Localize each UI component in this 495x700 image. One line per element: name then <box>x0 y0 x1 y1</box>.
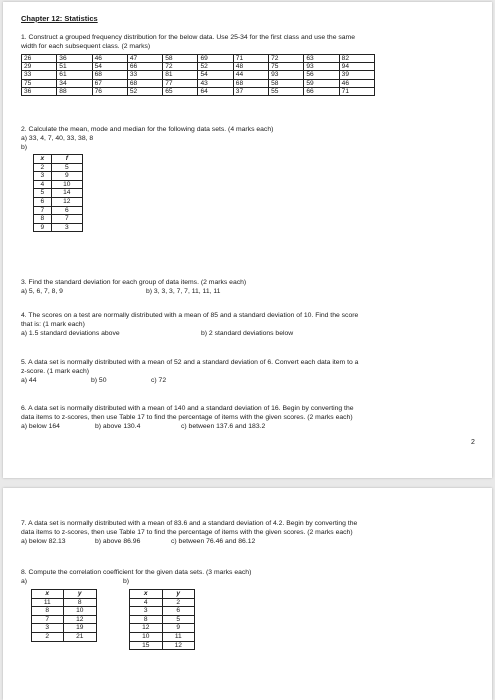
table-cell: 3 <box>32 624 64 633</box>
table-cell: 6 <box>34 197 52 206</box>
table-cell: 7 <box>34 206 52 215</box>
data-cell: 48 <box>233 63 268 71</box>
table-cell: 9 <box>51 172 82 181</box>
data-cell: 58 <box>163 55 198 63</box>
table-row <box>130 615 195 624</box>
data-cell: 39 <box>339 71 374 79</box>
data-cell: 81 <box>163 71 198 79</box>
q7-part-c: c) between 76.46 and 86.12 <box>171 538 256 545</box>
table-header-cell: y <box>63 590 96 599</box>
table-header-cell: y <box>162 590 195 599</box>
table-cell: 10 <box>63 607 96 616</box>
q3-part-b: b) 3, 3, 3, 7, 7, 11, 11, 11 <box>146 288 221 295</box>
table-row <box>34 206 83 215</box>
table-cell: 3 <box>34 172 52 181</box>
q5-part-b: b) 50 <box>91 377 107 384</box>
table-cell: 4 <box>130 598 163 607</box>
table-cell: 8 <box>130 615 163 624</box>
data-cell: 72 <box>163 63 198 71</box>
data-cell: 66 <box>127 63 162 71</box>
table-row <box>32 607 97 616</box>
data-cell: 54 <box>198 71 233 79</box>
data-cell: 63 <box>304 55 339 63</box>
table-header-cell: x <box>32 590 64 599</box>
data-cell: 52 <box>127 87 162 95</box>
q3-text: 3. Find the standard deviation for each group of data items. (2 marks each) <box>21 279 247 286</box>
table-header-row <box>130 590 195 599</box>
table-row <box>32 598 97 607</box>
table-cell: 12 <box>63 615 96 624</box>
q5-text-line2: z-score. (1 mark each) <box>21 368 89 375</box>
table-cell: 3 <box>130 607 163 616</box>
q7-part-b: b) above 86.96 <box>95 538 141 545</box>
table-cell: 3 <box>51 223 82 232</box>
table-row <box>32 615 97 624</box>
table-cell: 2 <box>162 598 195 607</box>
data-cell: 43 <box>198 79 233 87</box>
q8-text: 8. Compute the correlation coefficient for the given data sets. (3 marks each) <box>21 569 252 576</box>
table-cell: 8 <box>32 607 64 616</box>
table-cell: 9 <box>162 624 195 633</box>
data-cell: 67 <box>92 79 127 87</box>
table-row <box>34 172 83 181</box>
q2-part-a: a) 33, 4, 7, 40, 33, 38, 8 <box>21 135 94 142</box>
q7-text-line1: 7. A data set is normally distributed with a mean of 83.6 and a standard deviation of 4.2. Begin by converting the <box>21 520 358 527</box>
table-cell: 12 <box>130 624 163 633</box>
data-cell: 56 <box>304 71 339 79</box>
table-cell: 19 <box>63 624 96 633</box>
table-row <box>34 215 83 224</box>
data-cell: 29 <box>22 63 57 71</box>
table-cell: 2 <box>32 632 64 641</box>
q2-frequency-table <box>33 154 83 232</box>
data-cell: 33 <box>127 71 162 79</box>
table-row <box>130 632 195 641</box>
data-cell: 33 <box>22 71 57 79</box>
table-cell: 10 <box>130 632 163 641</box>
table-cell: 21 <box>63 632 96 641</box>
data-cell: 58 <box>269 79 304 87</box>
data-cell: 59 <box>304 79 339 87</box>
q4-part-a: a) 1.5 standard deviations above <box>21 330 120 337</box>
table-row <box>34 197 83 206</box>
q3-part-a: a) 5, 6, 7, 8, 9 <box>21 288 63 295</box>
table-row <box>32 624 97 633</box>
table-cell: 11 <box>32 598 64 607</box>
page-number: 2 <box>471 439 475 446</box>
q4-text-line1: 4. The scores on a test are normally distributed with a mean of 85 and a standard deviation of 10. Find the score <box>21 312 359 319</box>
chapter-title: Chapter 12: Statistics <box>21 14 98 23</box>
table-cell: 15 <box>130 641 163 650</box>
table-header-row <box>32 590 97 599</box>
data-cell: 68 <box>233 79 268 87</box>
data-cell: 26 <box>22 55 57 63</box>
table-cell: 5 <box>34 189 52 198</box>
q5-text-line1: 5. A data set is normally distributed with a mean of 52 and a standard deviation of 6. Convert each data item to a <box>21 359 359 366</box>
table-row <box>32 632 97 641</box>
q7-text-line2: data items to z-scores, then use Table 17 to find the percentage of items with the given scores. (2 marks each) <box>21 529 353 536</box>
data-cell: 44 <box>233 71 268 79</box>
data-cell: 69 <box>198 55 233 63</box>
q1-text-line1: 1. Construct a grouped frequency distribution for the below data. Use 25-34 for the first class and use the same <box>21 34 355 41</box>
data-cell: 68 <box>92 71 127 79</box>
table-row <box>22 71 375 79</box>
q8-table-a <box>31 589 97 642</box>
data-cell: 65 <box>163 87 198 95</box>
table-cell: 4 <box>34 180 52 189</box>
table-cell: 12 <box>51 197 82 206</box>
table-cell: 5 <box>51 163 82 172</box>
q8-table-b <box>129 589 195 650</box>
table-row <box>130 641 195 650</box>
q8-part-b-label: b) <box>123 578 130 585</box>
worksheet-page-2 <box>3 488 492 700</box>
table-row <box>22 87 375 95</box>
data-cell: 66 <box>304 87 339 95</box>
table-cell: 6 <box>51 206 82 215</box>
data-cell: 47 <box>127 55 162 63</box>
data-cell: 61 <box>57 71 92 79</box>
q8-part-a-label: a) <box>21 578 28 585</box>
data-cell: 71 <box>339 87 374 95</box>
table-row <box>34 163 83 172</box>
table-cell: 11 <box>162 632 195 641</box>
data-cell: 37 <box>233 87 268 95</box>
worksheet-page-1 <box>3 2 492 478</box>
data-cell: 93 <box>269 71 304 79</box>
table-cell: 10 <box>51 180 82 189</box>
data-cell: 77 <box>163 79 198 87</box>
table-cell: 6 <box>162 607 195 616</box>
q4-text-line2: that is: (1 mark each) <box>21 321 85 328</box>
table-cell: 12 <box>162 641 195 650</box>
table-cell: 14 <box>51 189 82 198</box>
data-cell: 51 <box>57 63 92 71</box>
data-cell: 34 <box>57 79 92 87</box>
q2-part-b-label: b) <box>21 144 28 151</box>
data-cell: 82 <box>339 55 374 63</box>
table-row <box>22 79 375 87</box>
q1-text-line2: width for each subsequent class. (2 marks) <box>21 43 151 50</box>
table-row <box>34 180 83 189</box>
q6-part-a: a) below 164 <box>21 423 60 430</box>
data-cell: 71 <box>233 55 268 63</box>
data-cell: 55 <box>269 87 304 95</box>
q4-part-b: b) 2 standard deviations below <box>201 330 294 337</box>
table-header-row <box>34 155 83 164</box>
q6-text-line1: 6. A data set is normally distributed with a mean of 140 and a standard deviation of 16. Begin by converting the <box>21 405 354 412</box>
data-cell: 94 <box>339 63 374 71</box>
table-cell: 9 <box>34 223 52 232</box>
data-cell: 68 <box>127 79 162 87</box>
data-cell: 46 <box>339 79 374 87</box>
data-cell: 54 <box>92 63 127 71</box>
data-cell: 93 <box>304 63 339 71</box>
table-cell: 8 <box>34 215 52 224</box>
q6-part-b: b) above 130.4 <box>95 423 141 430</box>
table-row <box>22 63 375 71</box>
q6-part-c: c) between 137.6 and 183.2 <box>181 423 266 430</box>
data-cell: 75 <box>22 79 57 87</box>
data-cell: 75 <box>269 63 304 71</box>
table-row <box>130 598 195 607</box>
q1-data-table <box>21 54 375 96</box>
table-header-cell: x <box>34 155 52 164</box>
table-cell: 2 <box>34 163 52 172</box>
data-cell: 64 <box>198 87 233 95</box>
table-cell: 5 <box>162 615 195 624</box>
q5-part-a: a) 44 <box>21 377 37 384</box>
table-header-cell: f <box>51 155 82 164</box>
table-row <box>34 223 83 232</box>
data-cell: 76 <box>92 87 127 95</box>
data-cell: 52 <box>198 63 233 71</box>
table-row <box>22 55 375 63</box>
table-row <box>130 607 195 616</box>
table-cell: 7 <box>32 615 64 624</box>
data-cell: 36 <box>57 55 92 63</box>
table-header-cell: x <box>130 590 163 599</box>
q2-text: 2. Calculate the mean, mode and median for the following data sets. (4 marks each) <box>21 126 274 133</box>
table-cell: 8 <box>63 598 96 607</box>
table-row <box>34 189 83 198</box>
data-cell: 88 <box>57 87 92 95</box>
data-cell: 72 <box>269 55 304 63</box>
table-cell: 7 <box>51 215 82 224</box>
data-cell: 46 <box>92 55 127 63</box>
table-row <box>130 624 195 633</box>
q6-text-line2: data items to z-scores, then use Table 17 to find the percentage of items with the given scores. (2 marks each) <box>21 414 353 421</box>
q5-part-c: c) 72 <box>151 377 167 384</box>
q7-part-a: a) below 82.13 <box>21 538 66 545</box>
data-cell: 36 <box>22 87 57 95</box>
